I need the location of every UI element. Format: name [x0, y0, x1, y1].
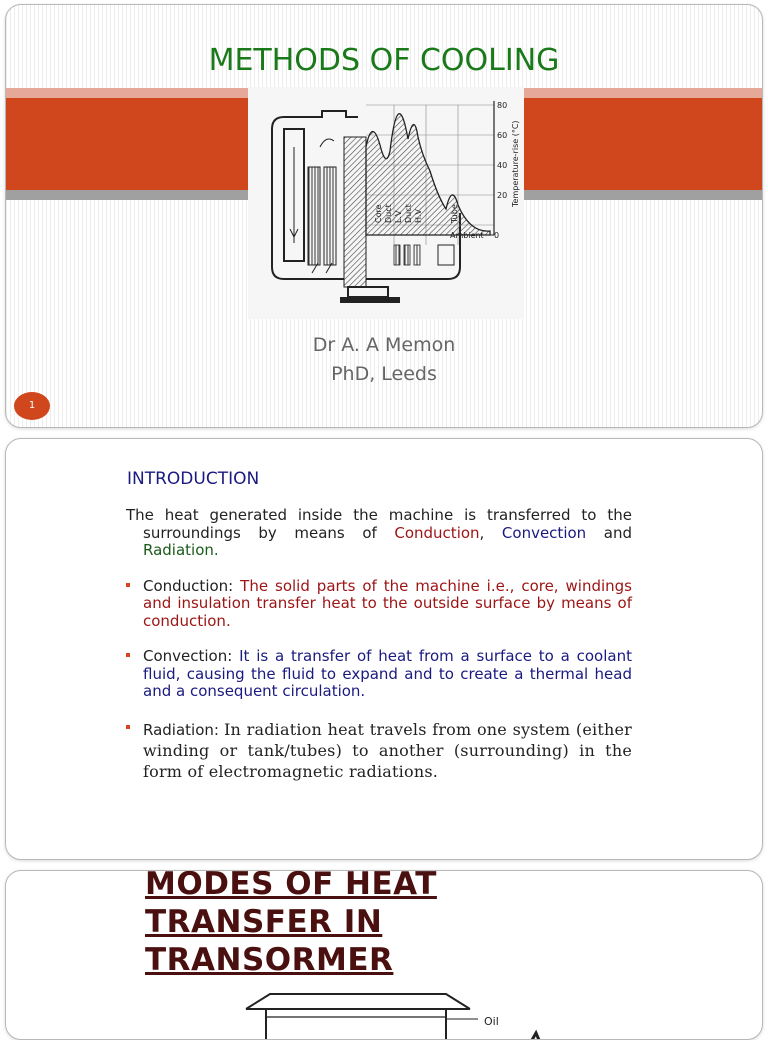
title-line: TRANSFER IN [145, 904, 383, 940]
region-label-core: Core [374, 204, 383, 223]
region-label-tube: Tube [450, 204, 459, 223]
intro-and: and [586, 523, 632, 542]
region-label-hv: H.V [414, 209, 423, 223]
page-number-badge: 1 [14, 392, 50, 420]
ambient-label: Ambient [450, 231, 484, 240]
region-label-duct: Duct [384, 204, 393, 223]
bullet-convection [126, 648, 632, 701]
intro-period: . [213, 541, 219, 559]
intro-conduction: Conduction [394, 523, 480, 542]
intro-paragraph [126, 507, 632, 560]
axis-tick-0: 0 [494, 231, 500, 240]
intro-convection: Convection [501, 523, 587, 542]
section-heading: INTRODUCTION [127, 469, 260, 489]
bullet-conduction [126, 578, 632, 631]
slide-3 [5, 870, 763, 1040]
bullet-text: It is a transfer of heat from a surface to a coolant fluid, causing the fluid to expand and to create a thermal head and a consequent circulation. [143, 647, 632, 700]
axis-tick-80: 80 [497, 101, 508, 110]
author-block [6, 331, 762, 389]
author-name: Dr A. A Memon [312, 334, 456, 356]
bullet-text: The solid parts of the machine i.e., core, windings and insulation transfer heat to the outside surface by means of conduction. [143, 576, 632, 630]
axis-tick-60: 60 [497, 131, 508, 140]
slide-2 [5, 438, 763, 860]
transformer-tank-sketch [206, 989, 566, 1040]
region-label-duct-2: Duct [404, 204, 413, 223]
slide-title [145, 870, 437, 979]
bullet-term: Convection: [143, 647, 240, 665]
slide-body [126, 507, 632, 800]
temperature-axis-label: Temperature-rise (°C) [511, 120, 520, 207]
author-affiliation: PhD, Leeds [331, 363, 437, 385]
bullet-text: In radiation heat travels from one system (either winding or tank/tubes) to another (surrounding) in the form of electromagnetic radiations. [143, 719, 632, 781]
oil-label: Oil [484, 1015, 499, 1028]
transformer-diagram-svg [248, 87, 524, 319]
axis-tick-20: 20 [497, 191, 508, 200]
intro-text: The heat generated inside the machine is transferred to the surroundings by means of [126, 506, 632, 542]
bullet-radiation [126, 719, 632, 782]
bullet-term: Radiation: [143, 720, 225, 739]
transformer-cooling-diagram [248, 87, 524, 319]
region-label-lv: L.V [394, 210, 403, 223]
title-line: MODES OF HEAT [145, 870, 437, 902]
intro-radiation: Radiation [143, 541, 214, 559]
intro-separator: , [479, 523, 502, 542]
slide-1 [5, 4, 763, 428]
title-line: TRANSORMER [145, 942, 394, 978]
slide-title: METHODS OF COOLING [208, 43, 560, 78]
axis-tick-40: 40 [497, 161, 508, 170]
bullet-term: Conduction: [143, 576, 241, 595]
